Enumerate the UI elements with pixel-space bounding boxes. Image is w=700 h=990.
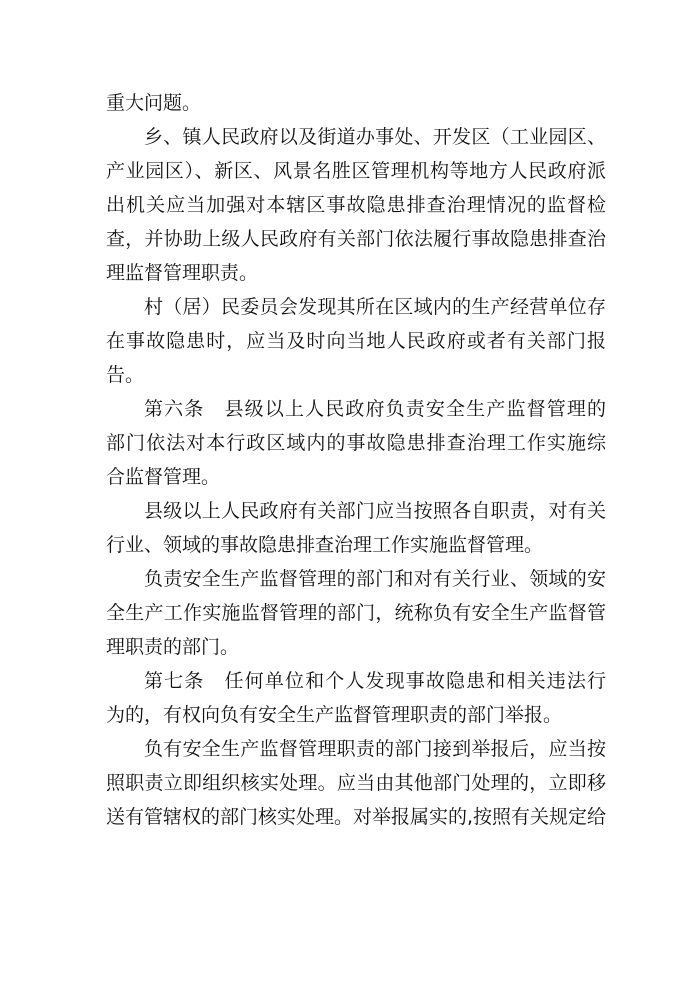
text-line: 全生产工作实施监督管理的部门，统称负有安全生产监督管 [106, 602, 606, 624]
text-line: 照职责立即组织核实处理。应当由其他部门处理的，立即移 [106, 772, 606, 794]
document-body [106, 86, 606, 834]
paragraph-article-6 [106, 392, 606, 494]
text-line: 县级以上人民政府有关部门应当按照各自职责，对有关 [144, 500, 606, 522]
text-line: 负责安全生产监督管理的部门和对有关行业、领域的安 [144, 568, 606, 590]
paragraph-village-committee [106, 290, 606, 392]
text-line: 第六条 县级以上人民政府负责安全生产监督管理的 [144, 398, 606, 420]
paragraph-collective-term [106, 562, 606, 664]
text-line: 出机关应当加强对本辖区事故隐患排查治理情况的监督检 [106, 194, 606, 216]
text-line: 部门依法对本行政区域内的事故隐患排查治理工作实施综 [106, 432, 606, 454]
paragraph-report-handling [106, 732, 606, 834]
paragraph-article-7 [106, 664, 606, 732]
text-line: 行业、领域的事故隐患排查治理工作实施监督管理。 [106, 534, 544, 556]
text-line: 第七条 任何单位和个人发现事故隐患和相关违法行 [144, 670, 606, 692]
text-line: 告。 [106, 364, 145, 386]
text-line: 乡、镇人民政府以及街道办事处、开发区（工业园区、 [144, 126, 606, 148]
text-line: 送有管辖权的部门核实处理。对举报属实的,按照有关规定给 [106, 806, 607, 828]
text-line: 村（居）民委员会发现其所在区域内的生产经营单位存 [144, 296, 606, 318]
text-line: 查，并协助上级人民政府有关部门依法履行事故隐患排查治 [106, 228, 606, 250]
text-line: 理监督管理职责。 [106, 262, 259, 284]
text-line: 负有安全生产监督管理职责的部门接到举报后，应当按 [144, 738, 606, 760]
text-line: 理职责的部门。 [106, 636, 240, 658]
paragraph-continuation [106, 86, 606, 120]
text-line: 重大问题。 [106, 92, 202, 114]
paragraph-township-duties [106, 120, 606, 290]
text-line: 为的，有权向负有安全生产监督管理职责的部门举报。 [106, 704, 563, 726]
text-line: 合监督管理。 [106, 466, 221, 488]
text-line: 产业园区）、新区、风景名胜区管理机构等地方人民政府派 [106, 160, 606, 182]
text-line: 在事故隐患时，应当及时向当地人民政府或者有关部门报 [106, 330, 606, 352]
paragraph-county-departments [106, 494, 606, 562]
